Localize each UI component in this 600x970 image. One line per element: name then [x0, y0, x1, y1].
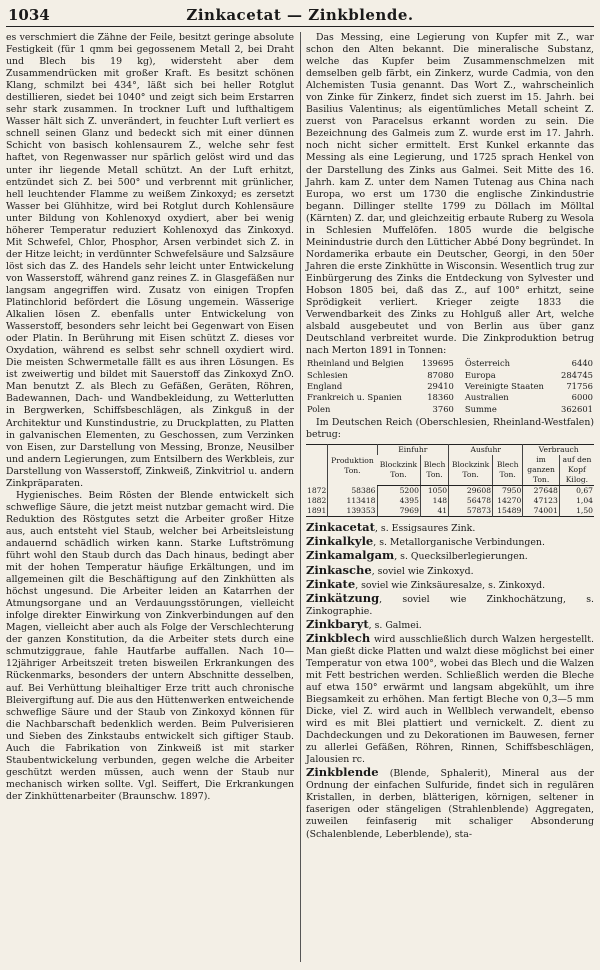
entry-text: wird ausschließlich durch Walzen hergestellt. Man gießt dicke Platten und walzt diese möglichst bei einer Temperatur von etwa 100°, wobei das Blech und die Walzen mit Fett bestrichen werden. Schließlich werden die Bleche auf etwa 150° erwärmt und langsam abgekühlt, um ihre Biegsamkeit zu erhöhen. Man fertigt Bleche von 0,3—5 mm Dicke, viel Z. wird auch in Wellblech verwandelt, ebenso wird es mit Blei plattiert und vernickelt. Z. dient zu Dachdeckungen und zu Dekorationen im Bauwesen, ferner zu allerlei Gefäßen, Röhren, Rinnen, Schiffsbeschlägen, Jalousien rc.: [306, 633, 594, 766]
production-row: [306, 358, 594, 369]
reich-cell: 1050: [420, 486, 448, 497]
entry-lemma: Zinkamalgam: [306, 548, 395, 563]
reich-year: 1891: [307, 506, 327, 516]
region-value: 284745: [561, 369, 593, 380]
dictionary-entry: [306, 618, 594, 632]
region-label: Australien: [464, 392, 509, 403]
region-value: 6440: [571, 358, 593, 369]
entry-lemma: Zinkblende: [306, 765, 379, 780]
reich-cell: 113418: [328, 496, 377, 506]
reich-cell: 5200: [377, 486, 420, 497]
region-value: 18360: [427, 392, 454, 403]
export-group-header: Ausfuhr: [449, 445, 523, 456]
dictionary-entry: [306, 592, 594, 618]
column-divider: [300, 32, 301, 962]
region-label: Frankreich u. Spanien: [307, 392, 402, 403]
production-header: Produktion Ton.: [328, 445, 377, 486]
entry-text: , s. Quecksilberlegierungen.: [394, 551, 528, 563]
reich-cell: 41: [420, 506, 448, 517]
history-paragraph: Das Messing, eine Legierung von Kupfer mit Z., war schon den Alten bekannt. Die mineralische Substanz, welche das Kupfer beim Zusammenschmelzen mit demselben gelb färbt, ein Zinkerz, wurde Cadmia, von den Alchemisten Tusia genannt. Das Wort Z., wahrscheinlich von Zinke für Zinkerz, findet sich zuerst im 15. Jahrh. bei Basilius Valentinus; als eigentümliches Metall scheint Z. zuerst von Paracelsus erkannt worden zu sein. Die Bezeichnung des Galmeis zum Z. wurde erst im 17. Jahrh. noch nicht sicher ermittelt. Erst Kunkel erkannte das Messing als eine Legierung, und 1725 sprach Henkel von der Darstellung des Zinks aus Galmei. Seit Mitte des 16. Jahrh. kam Z. unter dem Namen Tutenag aus China nach Europa, wo erst um 1730 die englische Zinkindustrie begann. Dillinger stellte 1799 zu Döllach im Mölltal (Kärnten) Z. dar, und gleichzeitig erbaute Ruberg zu Wesola in Schlesien Muffelöfen. 1805 wurde die belgische Meinindustrie durch den Lütticher Abbé Dony begründet. In Nordamerika erbaute ein Deutscher, Georgi, in den 50er Jahren die erste Zinkhütte in Wisconsin. Wesentlich trug zur Einbürgerung des Zinks die Entdeckung von Sylvester und Hobson 1805 bei, daß das Z., auf 100° erhitzt, seine Sprödigkeit verliert. Krieger zeigte 1833 die Verwendbarkeit des Zinks zu Hohlguß aller Art, welche alsbald ausgebeutet und von Berlin aus über ganz Deutschland verbreitet wurde. Die Zinkproduktion betrug nach Merton 1891 in Tonnen:: [306, 32, 594, 357]
dictionary-entries: [306, 521, 594, 840]
reich-cell: 4395: [377, 496, 420, 506]
region-label: Vereinigte Staaten: [464, 381, 544, 392]
entry-lemma: Zinkblech: [306, 630, 371, 645]
reich-cell: 7950: [493, 486, 523, 497]
entry-text: , soviel wie Zinkoxyd.: [371, 565, 474, 577]
reich-cell: 29608: [449, 486, 493, 497]
production-row: [306, 404, 594, 415]
region-label: Summe: [464, 403, 497, 414]
entry-lemma: Zinkate: [306, 576, 356, 591]
reich-cell: 57873: [449, 506, 493, 517]
entry-lemma: Zinkasche: [306, 562, 372, 577]
region-value: 3760: [432, 403, 454, 414]
dictionary-entry: [306, 564, 594, 578]
entry-lemma: Zinkalkyle: [306, 534, 374, 549]
hygiene-paragraph: Hygienisches. Beim Rösten der Blende entwickelt sich schweflige Säure, die jetzt meist nutzbar gemacht wird. Die Reduktion des Röstgutes setzt die Arbeiter großer Hitze aus, auch entsteht viel Staub, welcher bei Arbeitsleistung andauernd schädlich wirken kann. Starke Luftströmung führt wohl den Staub durch das Dach hinaus, bedingt aber mit der hohen Temperatur häufige Erkältungen, und im allgemeinen gilt die Beschäftigung auf den Zinkhütten als höchst ungesund. Die Arbeiter leiden an Katarrhen der Atmungsorgane und an Verdauungsstörungen, vielleicht infolge direkter Einwirkung von Zinkverbindungen auf den Magen, vielleicht aber auch als Folge der Verschlechterung der ganzen Konstitution, da die Arbeiter stets durch eine schmutziggraue, fahle Hautfarbe auffallen. Nach 10—12jähriger Arbeitszeit treten bisweilen Erkrankungen des Rückenmarks, besonders der untern Abschnitte desselben, auf. Bei Verhüttung bleihaltiger Erze tritt auch chronische Bleivergiftung auf. Die aus den Hüttenwerken entweichende schweflige Säure und der Staub von Zinkoxyd können für die Nachbarschaft bedenklich werden. Beim Pulverisieren und Sieben des Zinkstaubs entwickelt sich giftiger Staub. Auch die Fabrikation von Zinkweiß ist mit starker Staubentwickelung verbunden, gegen welche die Arbeiter geschützt werden müssen, auch wenn der Staub nur mechanisch wirken sollte. Vgl. Seiffert, Die Erkrankungen der Zinkhüttenarbeiter (Braunschw. 1897).: [6, 489, 294, 802]
reich-row: [306, 496, 594, 506]
region-label: Österreich: [464, 358, 511, 369]
region-label: England: [307, 381, 343, 392]
import-group-header: Einfuhr: [377, 445, 449, 456]
dictionary-entry: [306, 766, 594, 840]
reich-statistics-table: [306, 444, 594, 517]
entry-lemma: Zinkätzung: [306, 590, 380, 605]
region-value: 71756: [566, 381, 593, 392]
reich-cell: 0,67: [559, 486, 594, 497]
consumption-total-header: im ganzen Ton.: [523, 455, 560, 486]
dictionary-entry: [306, 549, 594, 563]
reich-cell: 58386: [328, 486, 377, 497]
entry-lemma: Zinkbaryt: [306, 616, 369, 631]
reich-year: 1882: [307, 496, 327, 506]
reich-cell: 56478: [449, 496, 493, 506]
export-sheet-header: Blech Ton.: [493, 455, 523, 486]
entry-text: (Blende, Sphalerit), Mineral aus der Ordnung der einfachen Sulfuride, findet sich in regulären Kristallen, in derben, blätterigen, körnigen, seltener in faserigen oder stängeligen (Strahlenblende) Aggregaten, zuweilen feinfaserig mit schaliger Absonderung (Schalenblende, Leberblende), sta-: [306, 768, 594, 840]
entry-text: , soviel wie Zinksäuresalze, s. Zinkoxyd.: [355, 579, 546, 591]
dictionary-entry: [306, 521, 594, 535]
import-sheet-header: Blech Ton.: [420, 455, 448, 486]
reich-intro: Im Deutschen Reich (Oberschlesien, Rheinland-Westfalen) betrug:: [306, 417, 594, 441]
reich-cell: 1,50: [559, 506, 594, 517]
consumption-per-head-header: auf den Kopf Kilog.: [559, 455, 594, 486]
running-head: Zinkacetat — Zinkblende.: [186, 6, 414, 24]
reich-cell: 27648: [523, 486, 560, 497]
entry-text: , s. Galmei.: [368, 619, 422, 631]
page-header: [6, 4, 594, 27]
left-column: [6, 32, 294, 803]
dictionary-entry: [306, 632, 594, 767]
region-value: 29410: [427, 381, 454, 392]
reich-cell: 148: [420, 496, 448, 506]
production-1891-table: [306, 358, 594, 415]
reich-cell: 14270: [493, 496, 523, 506]
page-number: 1034: [8, 6, 50, 24]
region-label: Schlesien: [307, 369, 348, 380]
reich-row: [306, 506, 594, 517]
consumption-group-header: Verbrauch: [523, 445, 594, 456]
region-value: 139695: [421, 358, 454, 369]
year-header: [306, 445, 328, 486]
import-block-header: Blockzink Ton.: [377, 455, 420, 486]
dictionary-entry: [306, 535, 594, 549]
production-row: [306, 381, 594, 392]
reich-cell: 74001: [523, 506, 560, 517]
dictionary-page: [6, 4, 594, 966]
reich-cell: 7969: [377, 506, 420, 517]
entry-text: , s. Essigsaures Zink.: [374, 523, 476, 535]
reich-cell: 15489: [493, 506, 523, 517]
production-row: [306, 370, 594, 381]
entry-lemma: Zinkacetat: [306, 520, 375, 535]
reich-cell: 47123: [523, 496, 560, 506]
region-value: 6000: [571, 392, 593, 403]
export-block-header: Blockzink Ton.: [449, 455, 493, 486]
entry-text: , soviel wie Zinkhochätzung, s. Zinkographie.: [306, 593, 594, 617]
production-row: [306, 392, 594, 403]
region-label: Europa: [464, 369, 496, 380]
region-value: 362601: [561, 403, 593, 414]
region-value: 87080: [427, 369, 454, 380]
entry-text: , s. Metallorganische Verbindungen.: [373, 537, 545, 549]
right-column: [306, 32, 594, 841]
region-label: Polen: [307, 403, 331, 414]
reich-year: 1872: [307, 486, 327, 496]
dictionary-entry: [306, 578, 594, 592]
region-label: Rheinland und Belgien: [307, 358, 404, 369]
reich-row: [306, 486, 594, 497]
reich-cell: 1,04: [559, 496, 594, 506]
zink-properties-paragraph: es verschmiert die Zähne der Feile, besitzt geringe absolute Festigkeit (für 1 qmm bei gegossenem Metall 2, bei Draht und Blech bis 19 kg), widersteht aber dem Zusammendrücken mit großer Kraft. Es besitzt schönen Klang, schmilzt bei 434°, läßt sich bei heller Rotglut destillieren, siedet bei 1040° und zeigt sich beim Erstarren sehr stark zusammen. In trockner Luft und lufthaltigem Wasser hält sich Z. unverändert, in feuchter Luft verliert es schnell seinen Glanz und bedeckt sich mit einer dünnen Schicht von basisch kohlensaurem Z., welche sehr fest haftet, von Regenwasser nur spärlich gelöst wird und das unter ihr liegende Metall schützt. An der Luft erhitzt, entzündet sich Z. bei 500° und verbrennt mit grünlicher, hell leuchtender Flamme zu weißem Zinkoxyd; es zersetzt Wasser bei Glühhitze, wird bei Rotglut durch Kohlensäure unter Bildung von Kohlenoxyd oxydiert, aber bei wenig höherer Temperatur reduziert Kohlenoxyd das Zinkoxyd. Mit Schwefel, Chlor, Phosphor, Arsen verbindet sich Z. in der Hitze leicht; in verdünnter Schwefelsäure und Salzsäure löst sich das Z. des Handels sehr leicht unter Entwickelung von Wasserstoff, während ganz reines Z. in Glasgefäßen nur langsam angegriffen wird. Zusatz von einigen Tropfen Platinchlorid befördert die Lösung ungemein. Wässerige Alkalien lösen Z. ebenfalls unter Entwickelung von Wasserstoff, besonders sehr leicht bei Gegenwart von Eisen oder Platin. In Berührung mit Eisen schützt Z. dieses vor Oxydation, während es selbst sehr schnell oxydiert wird. Die meisten Schwermetalle fällt es aus ihren Lösungen. Es ist zweiwertig und bildet mit Sauerstoff das Zinkoxyd ZnO. Man benutzt Z. als Blech zu Gefäßen, Geräten, Röhren, Badewannen, Dach- und Wandbekleidung, zu Wetterlutten in Bergwerken, Schiffsbeschlägen, als Zinkguß in der Architektur und Kunstindustrie, zu Druckplatten, zu Platten in galvanischen Elementen, zu Geschossen, zum Verzinken von Eisen, zur Darstellung von Messing, Bronze, Neusilber und andern Legierungen, zum Entsilbern des Werkbleis, zur Darstellung von Wasserstoff, Zinkweiß, Zinkvitriol u. andern Zinkpräparaten.: [6, 32, 294, 489]
reich-cell: 139353: [328, 506, 377, 517]
